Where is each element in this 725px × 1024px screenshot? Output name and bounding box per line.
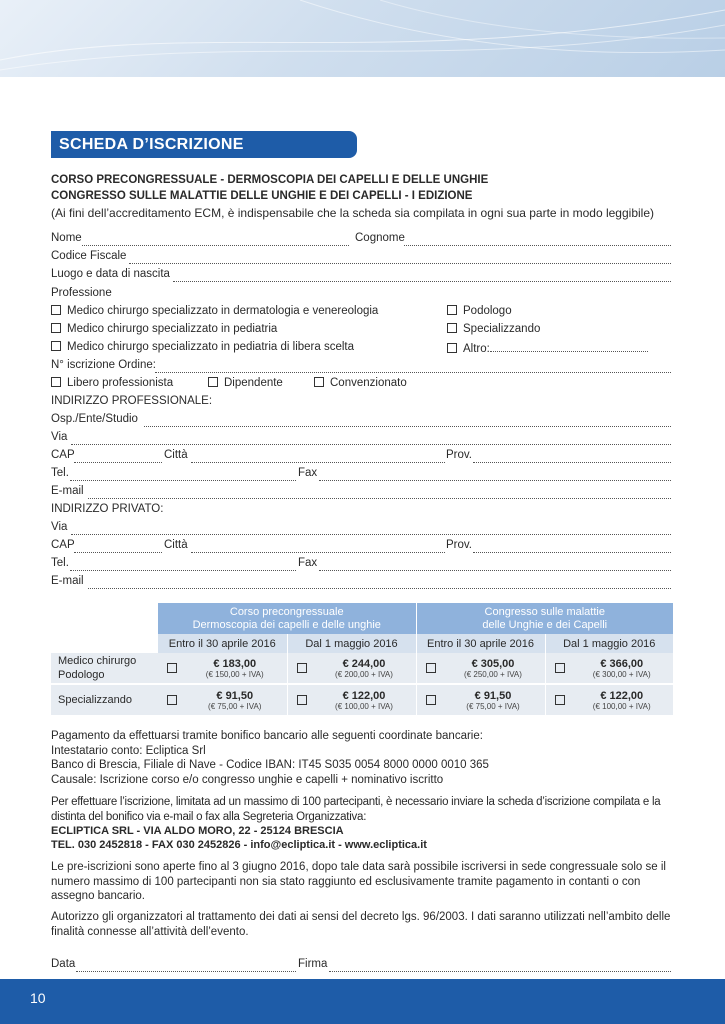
price-cell[interactable]: € 91,50 (€ 75,00 + IVA) bbox=[416, 684, 545, 715]
prov-label: Prov. bbox=[446, 539, 472, 551]
quota-table bbox=[51, 603, 673, 715]
luogo-line[interactable] bbox=[173, 268, 671, 282]
cognome-line[interactable] bbox=[404, 232, 671, 246]
field-data-firma[interactable] bbox=[51, 958, 671, 974]
price-cell[interactable]: € 183,00 (€ 150,00 + IVA) bbox=[158, 653, 287, 684]
checkbox[interactable] bbox=[208, 377, 218, 387]
field-iscrizione[interactable] bbox=[51, 359, 671, 375]
header-band bbox=[0, 0, 725, 77]
checkbox[interactable] bbox=[447, 343, 457, 353]
email-label: E-mail bbox=[51, 485, 84, 497]
table-row bbox=[51, 684, 673, 715]
luogo-label: Luogo e data di nascita bbox=[51, 268, 170, 280]
fax-label: Fax bbox=[298, 467, 318, 479]
tel-label: Tel. bbox=[51, 557, 69, 569]
data-label: Data bbox=[51, 958, 76, 970]
cap-label: CAP bbox=[51, 539, 75, 551]
field-email-prof[interactable] bbox=[51, 485, 671, 501]
ind-priv-label: INDIRIZZO PRIVATO: bbox=[51, 503, 164, 515]
price-cell[interactable]: € 366,00 (€ 300,00 + IVA) bbox=[545, 653, 673, 684]
prov-line[interactable] bbox=[473, 449, 671, 463]
work-option-2[interactable]: Dipendente bbox=[208, 377, 283, 389]
prof-option-specializzando[interactable]: Specializzando bbox=[447, 323, 540, 335]
checkbox[interactable] bbox=[167, 695, 177, 705]
fax-label: Fax bbox=[298, 557, 318, 569]
osp-label: Osp./Ente/Studio bbox=[51, 413, 138, 425]
checkbox[interactable] bbox=[447, 323, 457, 333]
payment-block bbox=[51, 729, 673, 787]
firma-label: Firma bbox=[298, 958, 328, 970]
title-bar bbox=[51, 131, 357, 158]
preiscrizioni-text: Le pre-iscrizioni sono aperte fino al 3 giugno 2016, dopo tale data sarà possibile iscriversi in sede congressuale solo se il numero massimo di 100 partecipanti non sia stato raggiunto ed esclusivamente tramite pagamento in contanti o con assegno bancario. bbox=[51, 861, 666, 902]
checkbox[interactable] bbox=[51, 305, 61, 315]
checkbox[interactable] bbox=[51, 323, 61, 333]
date-header: Dal 1 maggio 2016 bbox=[287, 634, 416, 653]
prof-option-2[interactable]: Medico chirurgo specializzato in pediatria bbox=[51, 323, 277, 335]
checkbox[interactable] bbox=[555, 663, 565, 673]
footer-bar bbox=[0, 979, 725, 1024]
field-tel-prof[interactable] bbox=[51, 467, 671, 483]
email-label: E-mail bbox=[51, 575, 84, 587]
privacy-text: Autorizzo gli organizzatori al trattamento dei dati ai sensi del decreto lgs. 96/2003. I dati saranno utilizzati nell’ambito delle finalità connesse all’attività dell’evento. bbox=[51, 911, 671, 938]
checkbox[interactable] bbox=[51, 377, 61, 387]
tel-line[interactable] bbox=[70, 557, 296, 571]
prov-line[interactable] bbox=[473, 539, 671, 553]
instructions: Per effettuare l’iscrizione, limitata ad un massimo di 100 partecipanti, è necessario inviare la scheda d’iscrizione compilata e la distinta del bonifico via e-mail o fax alla Segreteria Organizzativa: bbox=[51, 796, 661, 823]
codice-fiscale-label: Codice Fiscale bbox=[51, 250, 127, 262]
work-option-1[interactable]: Libero professionista bbox=[51, 377, 173, 389]
nome-label: Nome bbox=[51, 232, 82, 244]
price-cell[interactable]: € 122,00 (€ 100,00 + IVA) bbox=[287, 684, 416, 715]
checkbox[interactable] bbox=[167, 663, 177, 673]
via-label: Via bbox=[51, 521, 68, 533]
cognome-label: Cognome bbox=[355, 232, 405, 244]
citta-line[interactable] bbox=[191, 539, 445, 553]
price-cell[interactable]: € 244,00 (€ 200,00 + IVA) bbox=[287, 653, 416, 684]
email-line[interactable] bbox=[88, 575, 671, 589]
course-b-header: Congresso sulle malattie delle Unghie e dei Capelli bbox=[416, 603, 673, 634]
heading-course: CORSO PRECONGRESSUALE - DERMOSCOPIA DEI CAPELLI E DELLE UNGHIE bbox=[51, 174, 489, 186]
field-cap-priv[interactable] bbox=[51, 539, 671, 555]
altro-line[interactable] bbox=[490, 341, 648, 352]
prof-option-1[interactable]: Medico chirurgo specializzato in dermatologia e venereologia bbox=[51, 305, 378, 317]
field-nome-cognome[interactable] bbox=[51, 232, 671, 248]
decorative-waves bbox=[0, 0, 725, 77]
field-via-priv[interactable] bbox=[51, 521, 671, 537]
field-tel-priv[interactable] bbox=[51, 557, 671, 573]
cap-line[interactable] bbox=[74, 539, 162, 553]
date-header: Entro il 30 aprile 2016 bbox=[416, 634, 545, 653]
field-cap-prof[interactable] bbox=[51, 449, 671, 465]
prof-option-altro[interactable]: Altro: bbox=[447, 341, 648, 355]
nome-line[interactable] bbox=[82, 232, 349, 246]
checkbox[interactable] bbox=[447, 305, 457, 315]
checkbox[interactable] bbox=[426, 663, 436, 673]
date-header: Dal 1 maggio 2016 bbox=[545, 634, 673, 653]
ecm-note: (Ai fini dell’accreditamento ECM, è indispensabile che la scheda sia compilata in ogni sua parte in modo leggibile) bbox=[51, 206, 654, 220]
field-via-prof[interactable] bbox=[51, 431, 671, 447]
cap-label: CAP bbox=[51, 449, 75, 461]
via-line[interactable] bbox=[71, 521, 671, 535]
via-label: Via bbox=[51, 431, 68, 443]
prof-option-3[interactable]: Medico chirurgo specializzato in pediatria di libera scelta bbox=[51, 341, 354, 353]
field-osp[interactable] bbox=[51, 413, 671, 429]
price-cell[interactable]: € 122,00 (€ 100,00 + IVA) bbox=[545, 684, 673, 715]
tel-label: Tel. bbox=[51, 467, 69, 479]
citta-line[interactable] bbox=[191, 449, 445, 463]
heading-congress: CONGRESSO SULLE MALATTIE DELLE UNGHIE E DEI CAPELLI - I EDIZIONE bbox=[51, 190, 473, 202]
prof-option-podologo[interactable]: Podologo bbox=[447, 305, 512, 317]
fax-line[interactable] bbox=[319, 557, 671, 571]
citta-label: Città bbox=[164, 539, 188, 551]
field-email-priv[interactable] bbox=[51, 575, 671, 591]
firma-line[interactable] bbox=[329, 958, 671, 972]
row-label: Specializzando bbox=[58, 694, 132, 706]
osp-line[interactable] bbox=[144, 413, 671, 427]
cap-line[interactable] bbox=[74, 449, 162, 463]
checkbox[interactable] bbox=[297, 663, 307, 673]
price-cell[interactable]: € 305,00 (€ 250,00 + IVA) bbox=[416, 653, 545, 684]
tel-line[interactable] bbox=[70, 467, 296, 481]
payment-line: Causale: Iscrizione corso e/o congresso unghie e capelli + nominativo iscritto bbox=[51, 773, 444, 786]
price-cell[interactable]: € 91,50 (€ 75,00 + IVA) bbox=[158, 684, 287, 715]
field-luogo[interactable] bbox=[51, 268, 671, 284]
field-codice-fiscale[interactable] bbox=[51, 250, 671, 266]
payment-line: Intestatario conto: Ecliptica Srl bbox=[51, 744, 206, 757]
checkbox[interactable] bbox=[314, 377, 324, 387]
professione-label: Professione bbox=[51, 287, 112, 299]
checkbox[interactable] bbox=[51, 341, 61, 351]
data-line[interactable] bbox=[76, 958, 296, 972]
row-label: Medico chirurgo Podologo bbox=[51, 653, 158, 684]
date-header: Entro il 30 aprile 2016 bbox=[158, 634, 287, 653]
email-line[interactable] bbox=[88, 485, 671, 499]
checkbox[interactable] bbox=[426, 695, 436, 705]
via-line[interactable] bbox=[71, 431, 671, 445]
payment-line: Pagamento da effettuarsi tramite bonifico bancario alle seguenti coordinate bancarie: bbox=[51, 730, 483, 742]
prov-label: Prov. bbox=[446, 449, 472, 461]
contact-phone: TEL. 030 2452818 - FAX 030 2452826 - info@ecliptica.it - www.ecliptica.it bbox=[51, 839, 427, 851]
ind-prof-label: INDIRIZZO PROFESSIONALE: bbox=[51, 395, 213, 407]
contact-address: ECLIPTICA SRL - VIA ALDO MORO, 22 - 25124 BRESCIA bbox=[51, 825, 344, 837]
fax-line[interactable] bbox=[319, 467, 671, 481]
iscrizione-line[interactable] bbox=[155, 359, 671, 373]
course-a-header: Corso precongressuale Dermoscopia dei capelli e delle unghie bbox=[158, 603, 416, 634]
page-title: SCHEDA D’ISCRIZIONE bbox=[59, 136, 244, 153]
checkbox[interactable] bbox=[297, 695, 307, 705]
codice-fiscale-line[interactable] bbox=[129, 250, 671, 264]
table-row bbox=[51, 653, 673, 684]
page-number: 10 bbox=[30, 990, 46, 1006]
payment-line: Banco di Brescia, Filiale di Nave - Codice IBAN: IT45 S035 0054 8000 0000 0010 365 bbox=[51, 759, 489, 771]
citta-label: Città bbox=[164, 449, 188, 461]
work-option-3[interactable]: Convenzionato bbox=[314, 377, 407, 389]
iscrizione-label: N° iscrizione Ordine: bbox=[51, 359, 156, 371]
checkbox[interactable] bbox=[555, 695, 565, 705]
